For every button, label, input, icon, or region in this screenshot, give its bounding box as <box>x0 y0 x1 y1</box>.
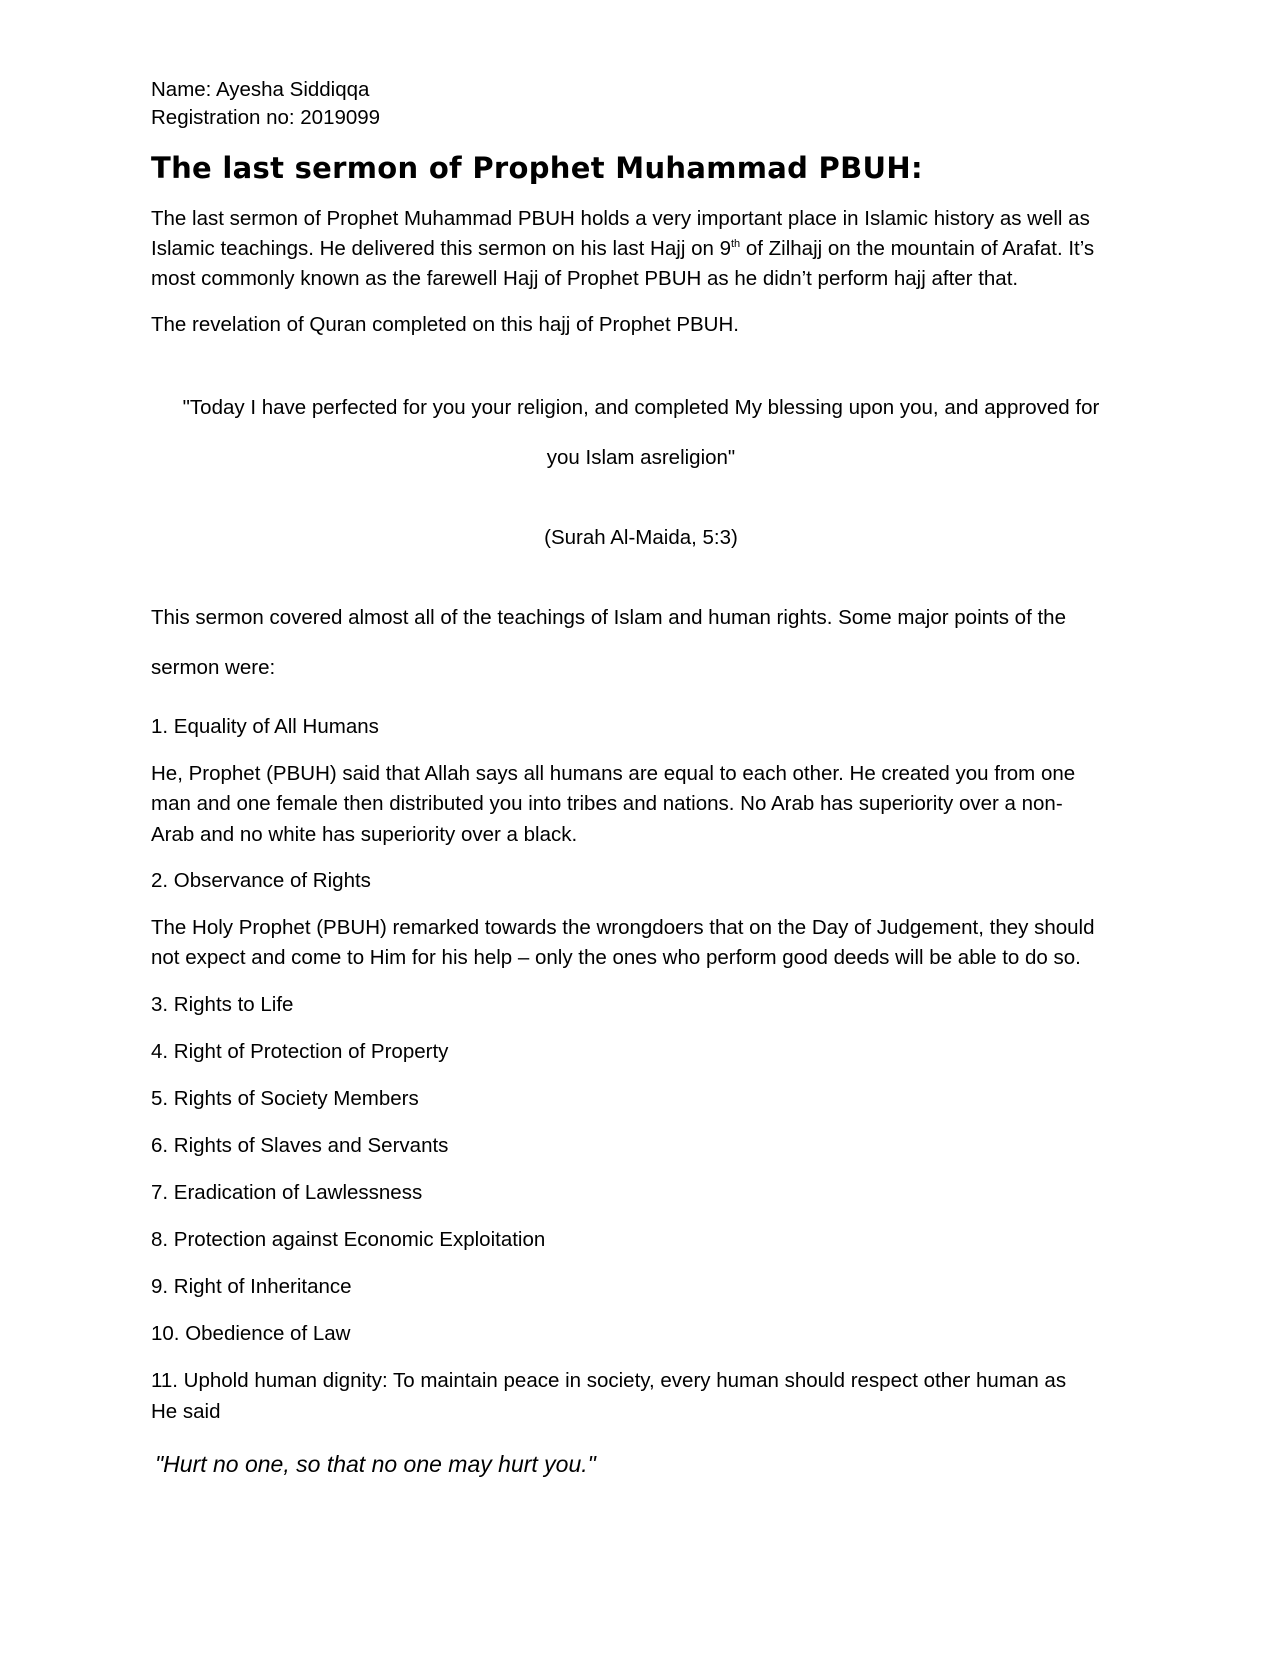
registration-number: Registration no: 2019099 <box>151 106 381 129</box>
intro-line <box>151 234 1131 264</box>
intro-line: The last sermon of Prophet Muhammad PBUH holds a very important place in Islamic history as well as <box>151 207 1090 230</box>
point-text-line: He said <box>151 1400 221 1423</box>
list-item: 5. Rights of Society Members <box>151 1087 419 1110</box>
list-item: 10. Obedience of Law <box>151 1322 351 1345</box>
quote-line: "Today I have perfected for you your religion, and completed My blessing upon you, and approved for <box>182 396 1100 419</box>
list-item: 9. Right of Inheritance <box>151 1275 352 1298</box>
point-text-line: 11. Uphold human dignity: To maintain peace in society, every human should respect other human as <box>151 1369 1067 1392</box>
point-heading: 2. Observance of Rights <box>151 869 371 892</box>
quote-reference: (Surah Al-Maida, 5:3) <box>544 526 738 549</box>
list-item: 8. Protection against Economic Exploitation <box>151 1228 546 1251</box>
student-name: Name: Ayesha Siddiqqa <box>151 78 370 101</box>
list-item: 7. Eradication of Lawlessness <box>151 1181 423 1204</box>
intro-text: of Zilhajj on the mountain of Arafat. It’s <box>740 237 1095 260</box>
point-text-line: man and one female then distributed you into tribes and nations. No Arab has superiority over a non- <box>151 792 1063 815</box>
point-text-line: not expect and come to Him for his help – only the ones who perform good deeds will be able to do so. <box>151 946 1081 969</box>
points-intro-line: This sermon covered almost all of the teachings of Islam and human rights. Some major points of the <box>151 606 1066 629</box>
revelation-paragraph: The revelation of Quran completed on this hajj of Prophet PBUH. <box>151 313 739 336</box>
point-text-line: Arab and no white has superiority over a black. <box>151 823 578 846</box>
point-text-line: He, Prophet (PBUH) said that Allah says all humans are equal to each other. He created you from one <box>151 762 1076 785</box>
point-heading: 1. Equality of All Humans <box>151 715 379 738</box>
points-intro-line: sermon were: <box>151 656 276 679</box>
page-title: The last sermon of Prophet Muhammad PBUH: <box>151 151 923 185</box>
list-item: 3. Rights to Life <box>151 993 294 1016</box>
quote-line: you Islam asreligion" <box>546 446 736 469</box>
final-quote: "Hurt no one, so that no one may hurt you." <box>155 1451 596 1477</box>
list-item: 4. Right of Protection of Property <box>151 1040 449 1063</box>
intro-line: most commonly known as the farewell Hajj of Prophet PBUH as he didn’t perform hajj after that. <box>151 267 1019 290</box>
ordinal-suffix: th <box>730 238 741 251</box>
point-text-line: The Holy Prophet (PBUH) remarked towards the wrongdoers that on the Day of Judgement, they should <box>151 916 1095 939</box>
list-item: 6. Rights of Slaves and Servants <box>151 1134 449 1157</box>
intro-text: Islamic teachings. He delivered this sermon on his last Hajj on 9 <box>151 237 731 260</box>
